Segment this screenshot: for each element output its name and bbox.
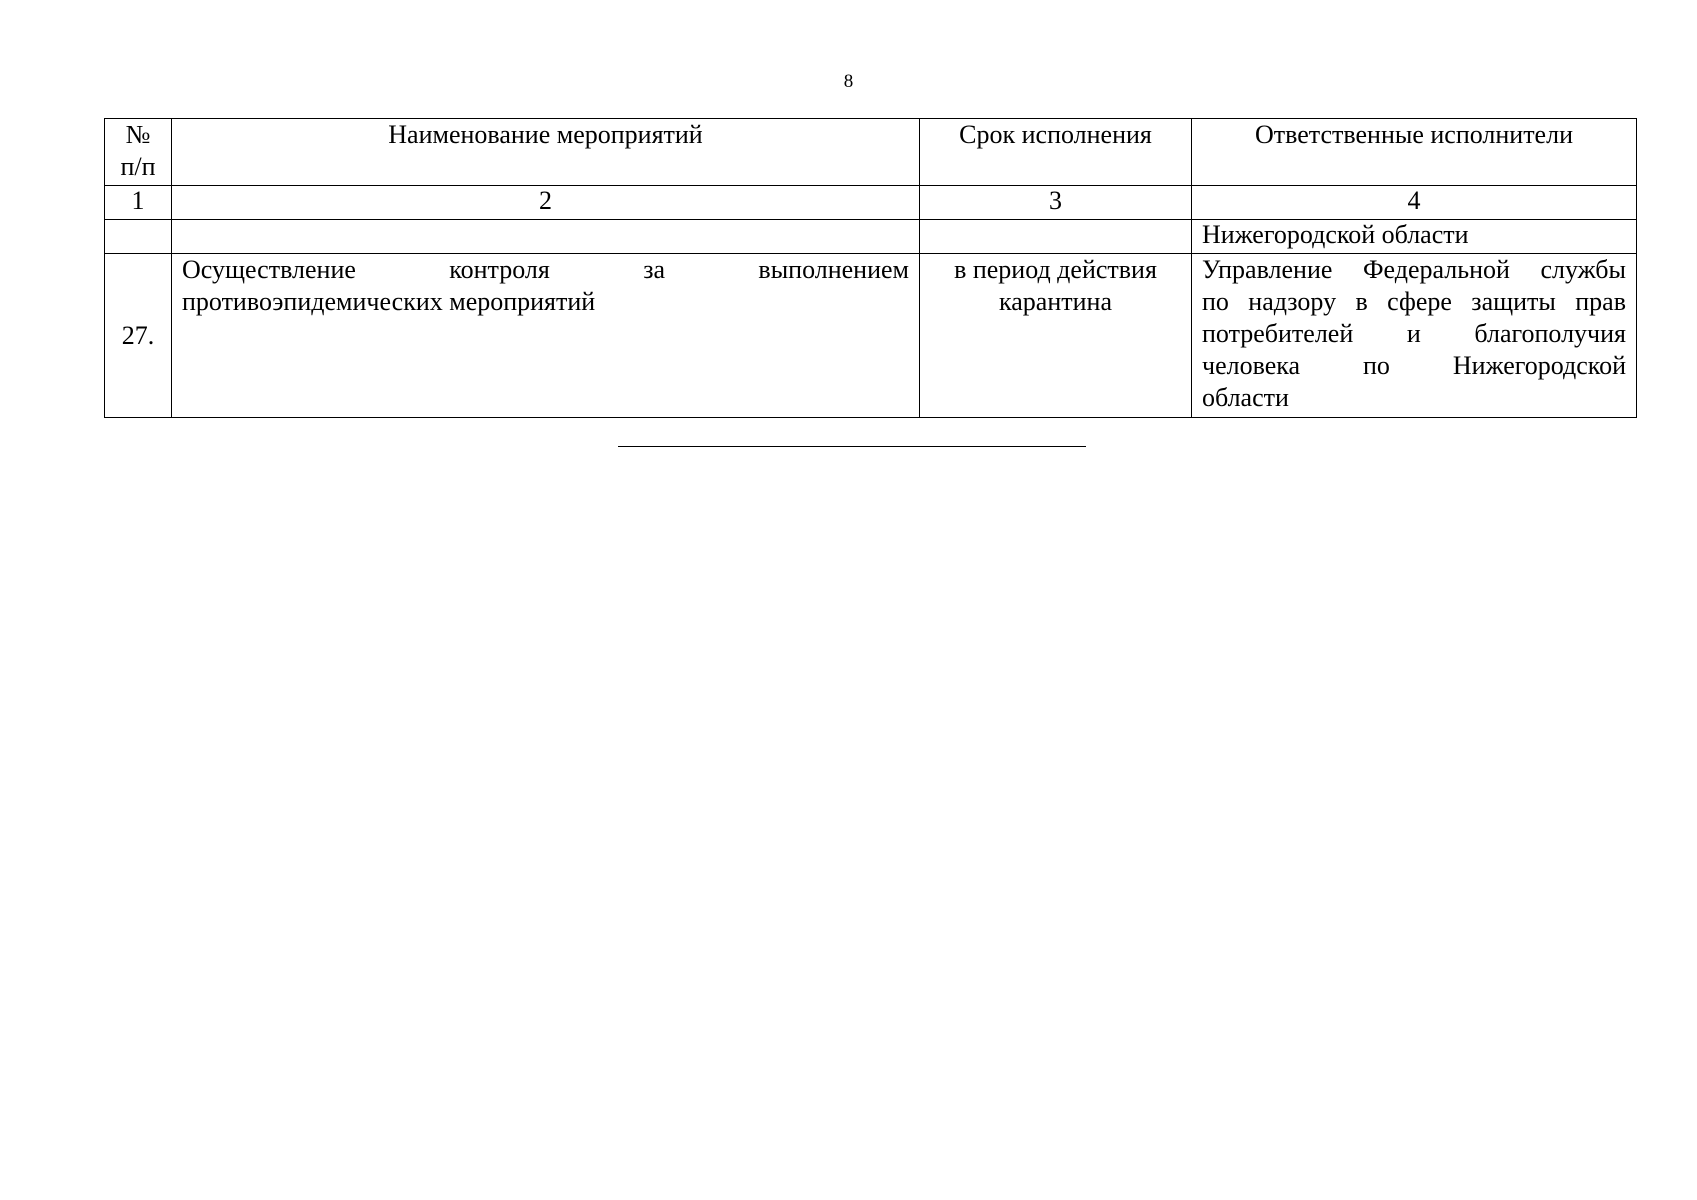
header-number	[105, 119, 172, 186]
executor-line: области	[1202, 383, 1289, 412]
executor-line: по надзору в сфере защиты прав	[1202, 287, 1626, 316]
end-of-document-rule	[618, 446, 1086, 447]
event-line: Осуществление контроля за выполнением	[182, 255, 909, 284]
row-number: 27.	[105, 254, 172, 418]
column-number-4: 4	[1192, 186, 1637, 220]
header-event-name: Наименование мероприятий	[172, 119, 920, 186]
executor-line: человека по Нижегородской	[1202, 351, 1626, 380]
event-line: противоэпидемических мероприятий	[182, 287, 596, 316]
deadline-line: карантина	[999, 287, 1112, 316]
continuation-row	[105, 220, 1637, 254]
header-executors: Ответственные исполнители	[1192, 119, 1637, 186]
deadline-line: в период действия	[954, 255, 1157, 284]
column-number-3: 3	[920, 186, 1192, 220]
row-deadline	[920, 254, 1192, 418]
column-number-2: 2	[172, 186, 920, 220]
column-number-1: 1	[105, 186, 172, 220]
executor-line: Управление Федеральной службы	[1202, 255, 1626, 284]
events-table	[104, 118, 1637, 418]
continuation-event	[172, 220, 920, 254]
row-executors	[1192, 254, 1637, 418]
header-number-line1: №	[125, 120, 151, 149]
header-deadline: Срок исполнения	[920, 119, 1192, 186]
header-number-line2: п/п	[120, 152, 156, 181]
row-event	[172, 254, 920, 418]
page-number: 8	[843, 71, 854, 92]
continuation-executors: Нижегородской области	[1192, 220, 1637, 254]
continuation-number	[105, 220, 172, 254]
continuation-deadline	[920, 220, 1192, 254]
table-row	[105, 254, 1637, 418]
table-header-row	[105, 119, 1637, 186]
executor-line: потребителей и благополучия	[1202, 319, 1626, 348]
column-number-row	[105, 186, 1637, 220]
